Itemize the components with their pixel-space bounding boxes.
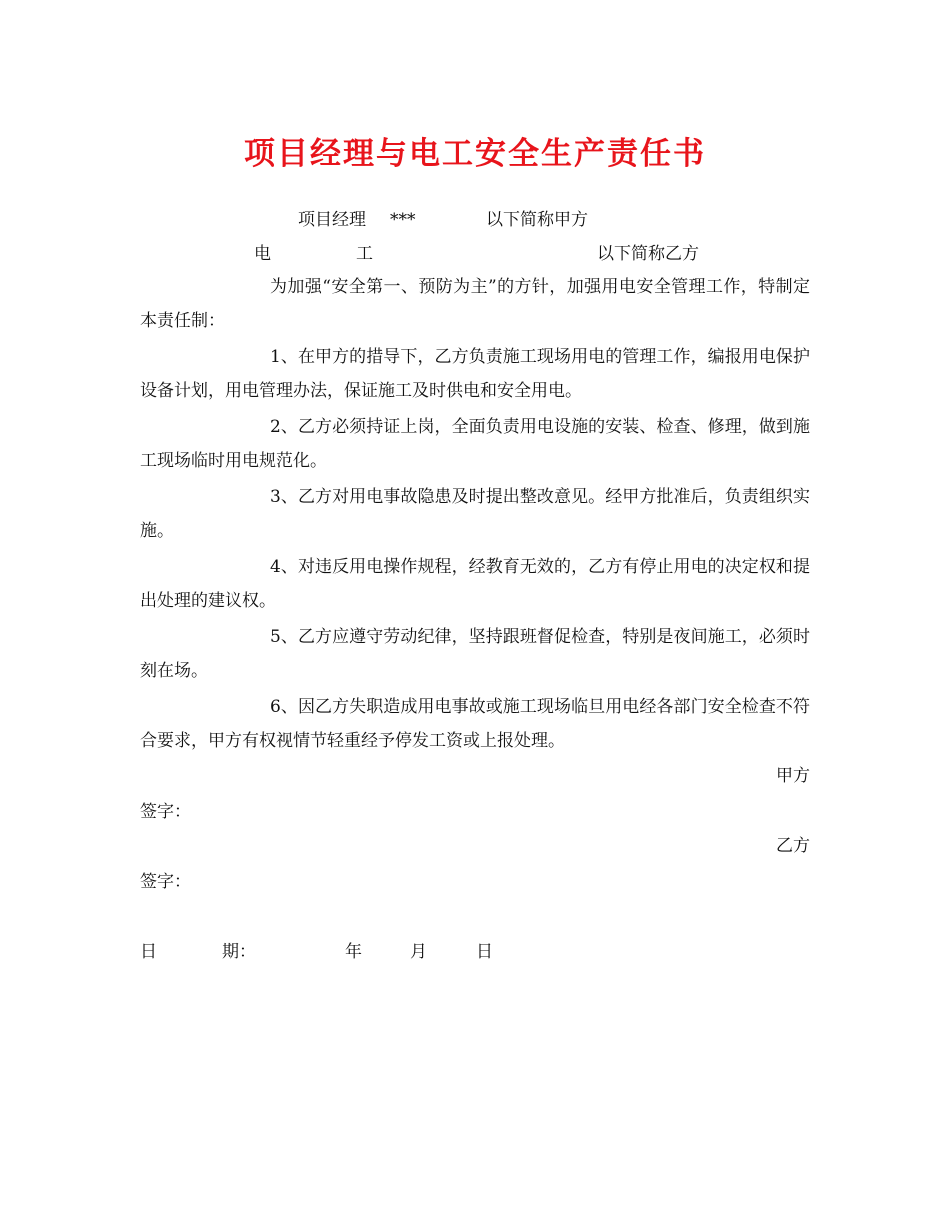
party-b-signature-text: 签字：: [140, 872, 191, 892]
party-a-signature-text: 签字：: [140, 802, 191, 822]
clause-6: 6、因乙方失职造成用电事故或施工现场临旦用电经各部门安全检查不符合要求，甲方有权视情节轻重经予停发工资或上报处理。: [140, 697, 810, 751]
date-day-label: 日: [476, 942, 493, 962]
document-title: 项目经理与电工安全生产责任书: [244, 136, 706, 172]
party-b-label: 以下简称乙方: [597, 244, 699, 264]
intro-paragraph: 为加强“安全第一、预防为主”的方针，加强用电安全管理工作，特制定本责任制：: [140, 277, 810, 331]
clause-4: 4、对违反用电操作规程，经教育无效的，乙方有停止用电的决定权和提出处理的建议权。: [140, 557, 810, 611]
clause-1: 1、在甲方的措导下，乙方负责施工现场用电的管理工作，编报用电保护设备计划，用电管理办法，保证施工及时供电和安全用电。: [140, 347, 810, 401]
party-b-role-part-2: 工: [356, 244, 373, 264]
party-a-label: 以下简称甲方: [486, 210, 588, 230]
party-b-role-part-1: 电: [254, 244, 271, 264]
date-month-label: 月: [410, 942, 427, 962]
clause-3: 3、乙方对用电事故隐患及时提出整改意见。经甲方批准后，负责组织实施。: [140, 487, 810, 541]
party-a-signature-label: 甲方: [776, 766, 810, 786]
clause-5: 5、乙方应遵守劳动纪律，坚持跟班督促检查，特别是夜间施工，必须时刻在场。: [140, 627, 810, 681]
party-a-name: ***: [390, 210, 416, 230]
party-a-role: 项目经理: [298, 210, 366, 230]
date-label-part-1: 日: [140, 942, 157, 962]
date-label-part-2: 期：: [222, 942, 256, 962]
party-b-signature-label: 乙方: [776, 836, 810, 856]
date-year-label: 年: [345, 942, 362, 962]
clause-2: 2、乙方必须持证上岗，全面负责用电设施的安装、检查、修理，做到施工现场临时用电规范化。: [140, 417, 810, 471]
